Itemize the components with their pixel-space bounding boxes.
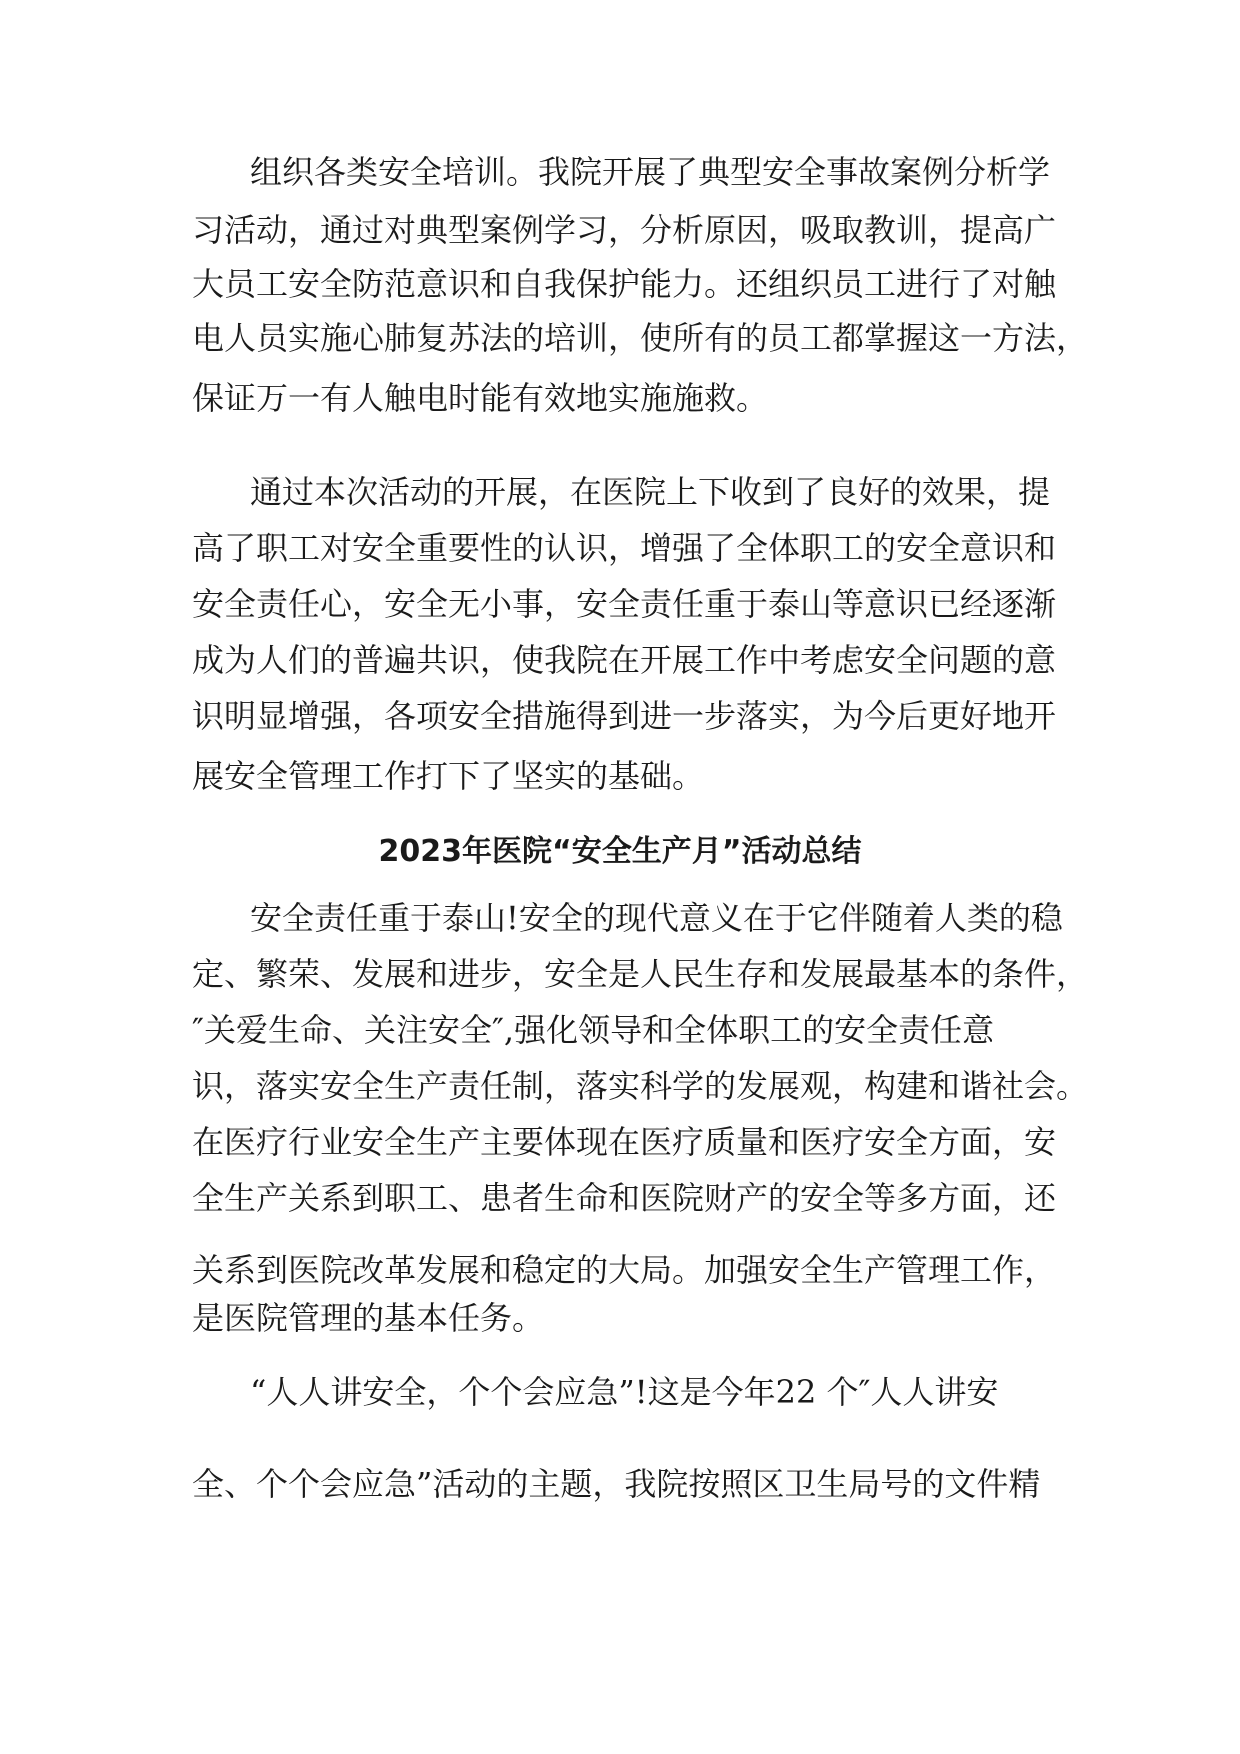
text-line: 在医疗行业安全生产主要体现在医疗质量和医疗安全方面，安 [192, 1123, 1057, 1161]
text-line: ″关爱生命、关注安全″,强化领导和全体职工的安全责任意 [192, 1011, 995, 1049]
text-line: 全生产关系到职工、患者生命和医院财产的安全等多方面，还 [192, 1179, 1057, 1217]
text-line: 识明显增强，各项安全措施得到进一步落实，为今后更好地开 [192, 697, 1057, 735]
text-line: 展安全管理工作打下了坚实的基础。 [192, 757, 705, 795]
text-line: 大员工安全防范意识和自我保护能力。还组织员工进行了对触 [192, 265, 1057, 303]
text-line: 安全责任重于泰山!安全的现代意义在于它伴随着人类的稳 [250, 899, 1063, 937]
text-line: 是医院管理的基本任务。 [192, 1299, 545, 1337]
text-line: 定、繁荣、发展和进步，安全是人民生存和发展最基本的条件， [192, 955, 1089, 993]
text-line: 保证万一有人触电时能有效地实施施救。 [192, 379, 769, 417]
text-line: 关系到医院改革发展和稳定的大局。加强安全生产管理工作， [192, 1251, 1057, 1289]
text-line: 全、个个会应急”活动的主题，我院按照区卫生局号的文件精 [192, 1465, 1041, 1503]
text-line: 通过本次活动的开展，在医院上下收到了良好的效果，提 [250, 473, 1051, 511]
text-line: 组织各类安全培训。我院开展了典型安全事故案例分析学 [250, 153, 1051, 191]
text-line: 习活动，通过对典型案例学习，分析原因，吸取教训，提高广 [192, 211, 1057, 249]
section-title: 2023年医院“安全生产月”活动总结 [378, 834, 862, 869]
text-line: 成为人们的普遍共识，使我院在开展工作中考虑安全问题的意 [192, 641, 1057, 679]
text-line: 识，落实安全生产责任制，落实科学的发展观，构建和谐社会。 [192, 1067, 1089, 1105]
text-line: 高了职工对安全重要性的认识，增强了全体职工的安全意识和 [192, 529, 1057, 567]
text-line: “人人讲安全，个个会应急”!这是今年22 个″人人讲安 [250, 1373, 999, 1411]
text-line: 电人员实施心肺复苏法的培训，使所有的员工都掌握这一方法， [192, 319, 1089, 357]
text-line: 安全责任心，安全无小事，安全责任重于泰山等意识已经逐渐 [192, 585, 1057, 623]
